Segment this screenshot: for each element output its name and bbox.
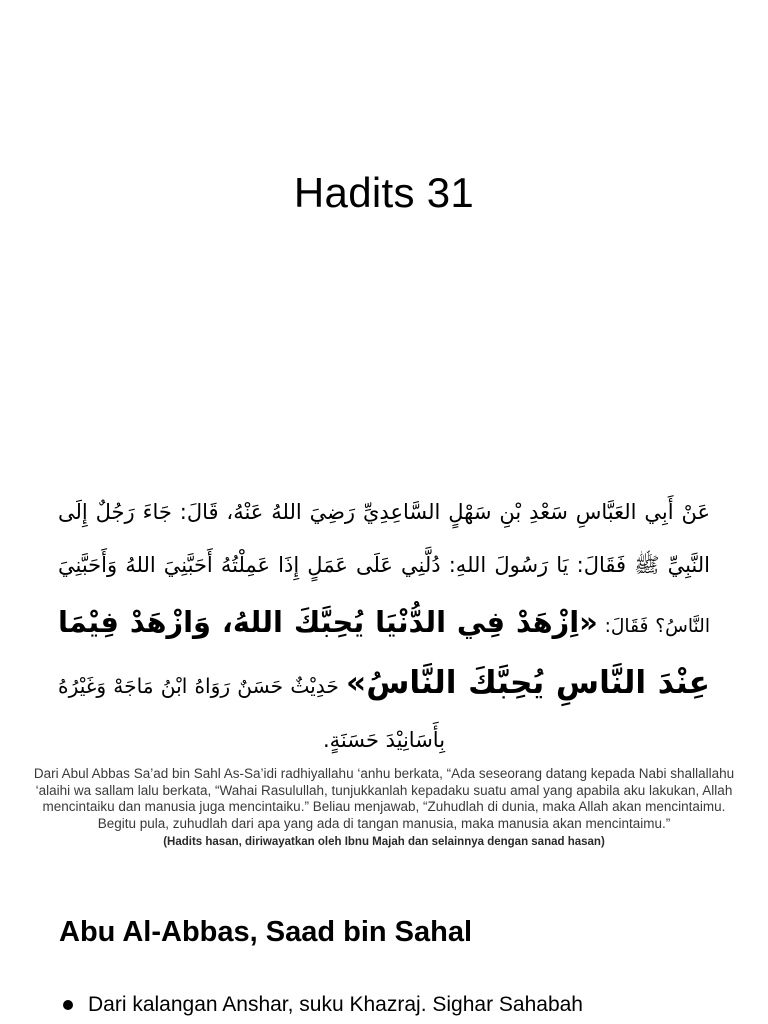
hadith-source-note: (Hadits hasan, diriwayatkan oleh Ibnu Majah dan selainnya dengan sanad hasan) [163,836,605,848]
bullet-text: Dari kalangan Anshar, suku Khazraj. Sighar Sahabah [88,993,583,1016]
translation-line: ‘alaihi wa sallam lalu berkata, “Wahai Rasulullah, tunjukkanlah kepadaku suatu amal yang apabila aku lakukan, Allah [35,782,733,798]
arabic-prophet-quote: عِنْدَ النَّاسِ يُحِبَّكَ النَّاسُ» [346,665,710,701]
arabic-prophet-quote: «اِزْهَدْ فِي الدُّنْيَا يُحِبَّكَ اللهُ، وَازْهَدْ فِيْمَا [58,605,598,639]
arabic-narration-text: النَّاسُ؟ فَقَالَ: [604,616,710,637]
arabic-line [58,487,710,537]
hadith-translation [14,766,754,850]
arabic-line [58,540,710,590]
arabic-narration-text: النَّبِيِّ ﷺ فَقَالَ: يَا رَسُولَ اللهِ: دُلَّنِي عَلَى عَمَلٍ إِذَا عَمِلْتُهُ أَحَبَّنِيَ اللهُ وَأَحَبَّنِيَ [58,553,710,577]
arabic-line [58,658,710,708]
arabic-narration-text: عَنْ أَبِي العَبَّاسِ سَعْدِ بْنِ سَهْلٍ السَّاعِدِيِّ رَضِيَ اللهُ عَنْهُ، قَالَ: جَاءَ رَجُلٌ إِلَى [58,500,710,524]
narrator-heading: Abu Al-Abbas, Saad bin Sahal [59,916,473,948]
bullet-list-item [0,992,768,1018]
slide-title: Hadits 31 [293,169,475,216]
arabic-line [58,715,710,765]
translation-line: mencintaiku dan manusia juga mencintaiku.” Beliau menjawab, “Zuhudlah di dunia, maka Allah akan mencintaimu. [42,799,726,814]
translation-line: Dari Abul Abbas Sa’ad bin Sahl As-Sa’idi radhiyallahu ‘anhu berkata, “Ada seseorang datang kepada Nabi shallallahu [33,766,735,781]
translation-line: Begitu pula, zuhudlah dari apa yang ada di tangan manusia, maka manusia akan mencintaimu.” [97,815,671,831]
arabic-source-note: حَدِيْثٌ حَسَنٌ رَوَاهُ ابْنُ مَاجَهْ وَغَيْرُهُ [58,674,339,698]
arabic-line [58,597,710,647]
bullet-dot-icon [63,1000,73,1010]
arabic-source-note: بِأَسَانِيْدَ حَسَنَةٍ. [322,728,446,752]
